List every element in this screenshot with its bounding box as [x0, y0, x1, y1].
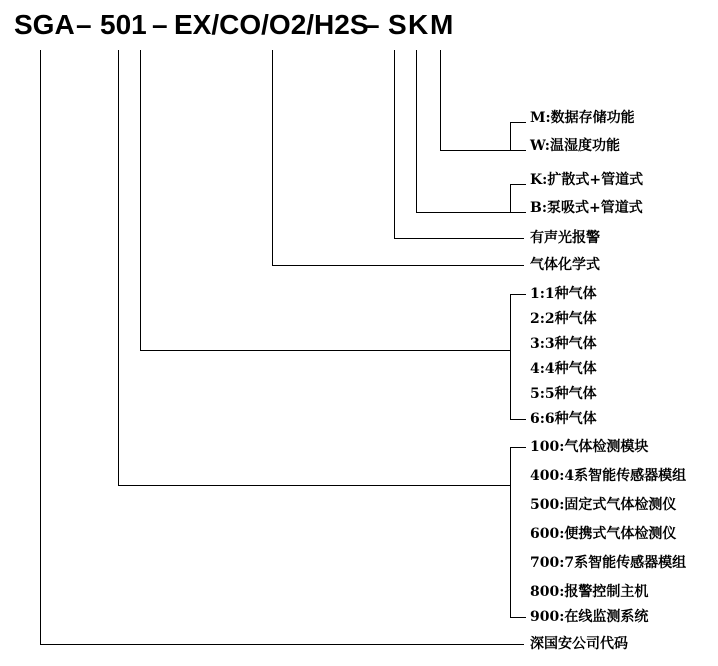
label-sampling-k: K:扩散式+管道式: [530, 172, 644, 188]
leader-hline-m: [440, 150, 510, 151]
leader-hline-company: [40, 644, 524, 645]
leader-vline-m: [440, 50, 441, 150]
label-gascount-2: 2:2种气体: [530, 311, 597, 327]
label-company-code: 深国安公司代码: [530, 636, 628, 652]
label-series-700: 700:7系智能传感器模组: [530, 555, 687, 571]
label-alarm: 有声光报警: [530, 230, 600, 246]
label-series-400: 400:4系智能传感器模组: [530, 468, 687, 484]
code-segment-m: M: [430, 9, 454, 40]
code-segment-gases: EX/CO/O2/H2S: [174, 9, 369, 40]
leader-hline-gases: [272, 265, 524, 266]
code-segment-k: K: [408, 9, 429, 40]
label-series-100: 100:气体检测模块: [530, 439, 649, 455]
label-gascount-3: 3:3种气体: [530, 336, 597, 352]
leader-hline-k: [416, 212, 510, 213]
leader-hline-gascount: [140, 350, 510, 351]
leader-vline-company: [40, 50, 41, 644]
leader-vline-series: [118, 50, 119, 485]
leader-vline-gascount: [140, 50, 141, 350]
label-gascount-4: 4:4种气体: [530, 361, 597, 377]
bracket-series-tick-top: [510, 447, 526, 448]
label-series-600: 600:便携式气体检测仪: [530, 526, 677, 542]
label-gascount-1: 1:1种气体: [530, 286, 597, 302]
code-segment-sga: SGA: [14, 9, 75, 40]
bracket-sampling: [510, 184, 511, 212]
label-series-500: 500:固定式气体检测仪: [530, 497, 677, 513]
code-segment-s: S: [388, 9, 407, 40]
label-sampling-b: B:泵吸式+管道式: [530, 200, 643, 216]
bracket-gascount-tick-bottom: [510, 419, 526, 420]
leader-hline-series: [118, 485, 510, 486]
label-gascount-6: 6:6种气体: [530, 411, 597, 427]
code-separator-2: –: [152, 9, 168, 40]
bracket-gascount-tick-top: [510, 294, 526, 295]
bracket-gascount: [510, 294, 511, 419]
label-series-900: 900:在线监测系统: [530, 609, 649, 625]
model-code-row: [0, 8, 470, 50]
leader-hline-s: [394, 238, 524, 239]
leader-vline-k: [416, 50, 417, 212]
bracket-series-tick-bottom: [510, 617, 526, 618]
leader-vline-gases: [272, 50, 273, 265]
bracket-storage-tick-2: [510, 150, 526, 151]
code-segment-501: 501: [100, 9, 147, 40]
bracket-storage: [510, 122, 511, 150]
label-gas-formula: 气体化学式: [530, 257, 600, 273]
bracket-storage-tick-1: [510, 122, 526, 123]
bracket-series: [510, 447, 511, 617]
label-storage-m: M:数据存储功能: [530, 110, 635, 126]
label-gascount-5: 5:5种气体: [530, 386, 597, 402]
label-series-800: 800:报警控制主机: [530, 584, 649, 600]
leader-vline-s: [394, 50, 395, 238]
code-separator-1: –: [76, 9, 92, 40]
bracket-sampling-tick-1: [510, 184, 526, 185]
code-separator-3: –: [364, 9, 380, 40]
bracket-sampling-tick-2: [510, 212, 526, 213]
label-storage-w: W:温湿度功能: [530, 138, 620, 154]
